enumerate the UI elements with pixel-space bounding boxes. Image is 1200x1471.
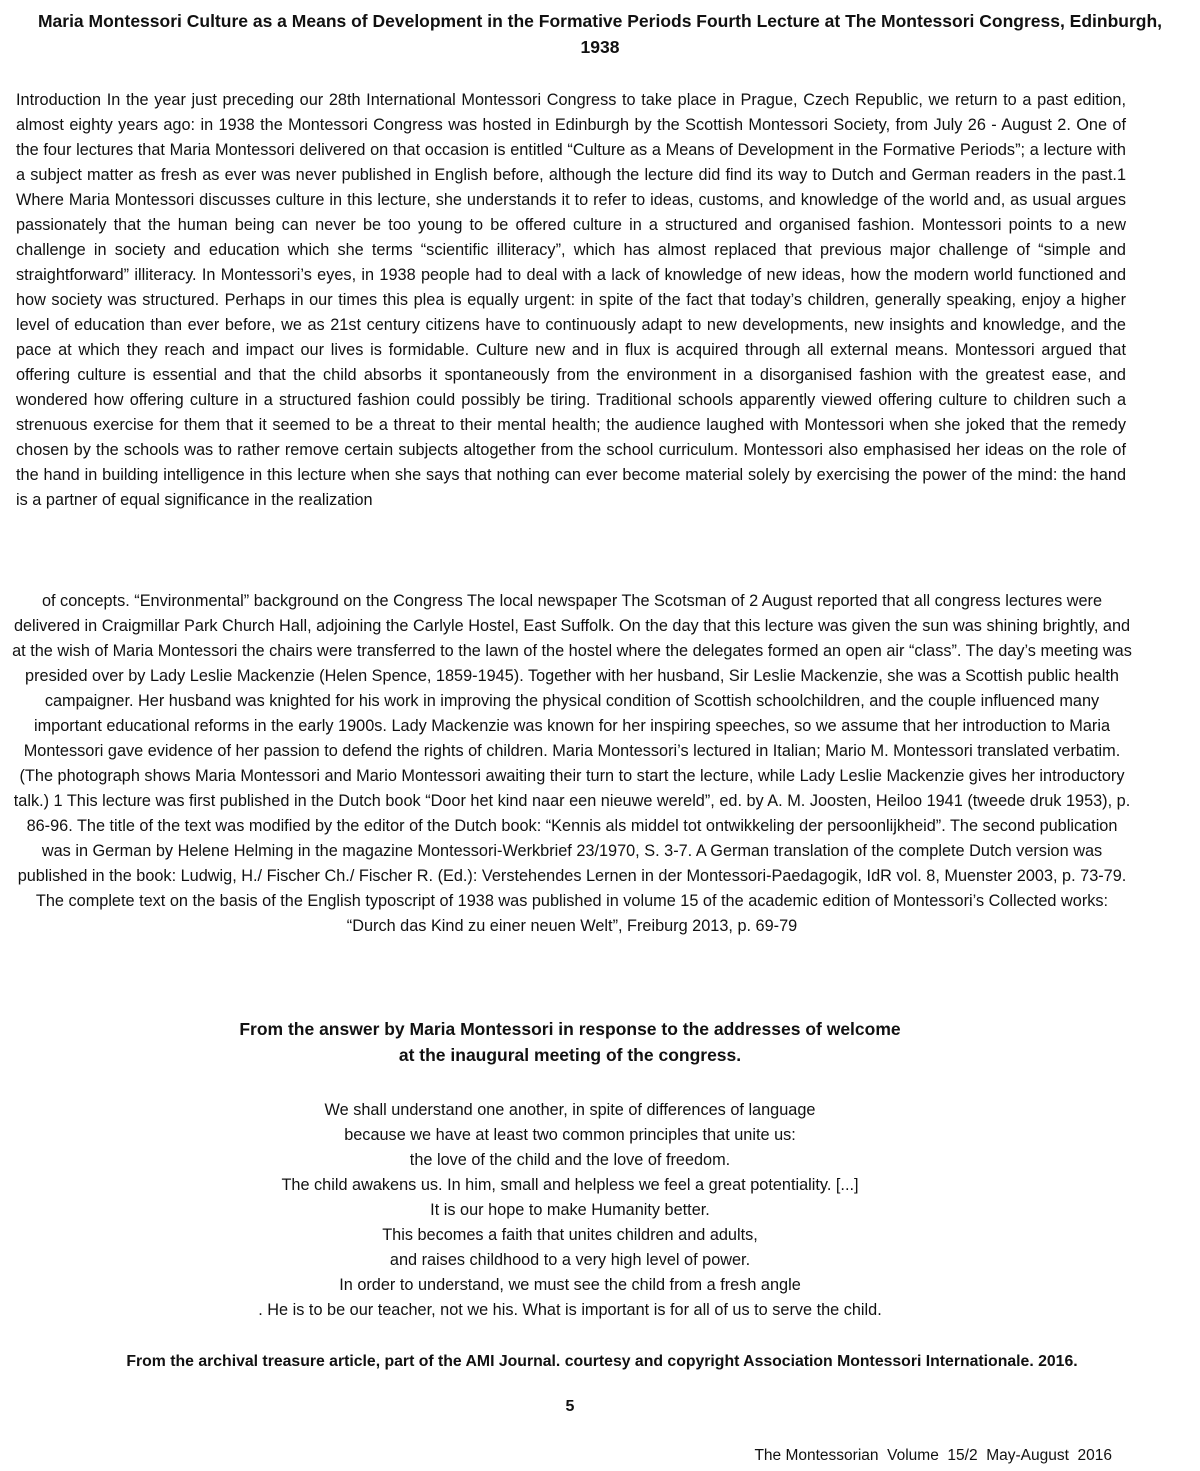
answer-heading-line-1: From the answer by Maria Montessori in response to the addresses of welcome (239, 1019, 901, 1039)
quote-line: It is our hope to make Humanity better. (430, 1201, 710, 1219)
copyright-credit: From the archival treasure article, part of the AMI Journal. courtesy and copyright Association Montessori Internationale. 2016. (126, 1353, 1078, 1370)
quote-line: the love of the child and the love of freedom. (409, 1151, 731, 1169)
quote-line: In order to understand, we must see the child from a fresh angle (339, 1276, 801, 1294)
introduction-paragraph: Introduction In the year just preceding our 28th International Montessori Congress to take place in Prague, Czech Republic, we return to a past edition, almost eighty years ago: in 1938 the Montessori Congress was hosted in Edinburgh by the Scottish Montessori Society, from July 26 - August 2. One of the four lectures that Maria Montessori delivered on that occasion is entitled “Culture as a Means of Development in the Formative Periods”; a lecture with a subject matter as fresh as ever was never published in English before, although the lecture did find its way to Dutch and German readers in the past.1 Where Maria Montessori discusses culture in this lecture, she understands it to refer to ideas, customs, and knowledge of the world and, as usual argues passionately that the human being can never be too young to be offered culture in a structured and organised fashion. Montessori points to a new challenge in society and education which she terms “scientific illiteracy”, which has almost replaced that previous major challenge of “simple and straightforward” illiteracy. In Montessori’s eyes, in 1938 people had to deal with a lack of knowledge of new ideas, how the modern world functioned and how society was structured. Perhaps in our times this plea is equally urgent: in spite of the fact that today’s children, generally speaking, enjoy a higher level of education than ever before, we as 21st century citizens have to continuously adapt to new developments, new insights and knowledge, and the pace at which they reach and impact our lives is formidable. Culture new and in flux is acquired through all external means. Montessori argued that offering culture is essential and that the child absorbs it spontaneously from the environment in a disorganised fashion with the greatest ease, and wondered how offering culture in a structured fashion could possibly be tiring. Traditional schools apparently viewed offering culture to children such a strenuous exercise for them that it seemed to be a threat to their mental health; the audience laughed with Montessori when she joked that the remedy chosen by the schools was to rather remove certain subjects altogether from the school curriculum. Montessori also emphasised her ideas on the role of the hand in building intelligence in this lecture when she says that nothing can ever become material solely by exercising the power of the mind: the hand is a partner of equal significance in the realization (16, 91, 1126, 509)
quote-line: . He is to be our teacher, not we his. What is important is for all of us to serve the child. (258, 1301, 882, 1319)
journal-footer: The Montessorian Volume 15/2 May-August 2016 (754, 1447, 1112, 1464)
background-paragraph: of concepts. “Environmental” background on the Congress The local newspaper The Scotsman of 2 August reported that all congress lectures were delivered in Craigmillar Park Church Hall, adjoining the Carlyle Hostel, East Suffolk. On the day that this lecture was given the sun was shining brightly, and at the wish of Maria Montessori the chairs were transferred to the lawn of the hostel where the delegates formed an open air “class”. The day’s meeting was presided over by Lady Leslie Mackenzie (Helen Spence, 1859-1945). Together with her husband, Sir Leslie Mackenzie, she was a Scottish public health campaigner. Her husband was knighted for his work in improving the physical condition of Scottish schoolchildren, and the couple influenced many important educational reforms in the early 1900s. Lady Mackenzie was known for her inspiring speeches, so we assume that her introduction to Maria Montessori gave evidence of her passion to defend the rights of children. Maria Montessori’s lectured in Italian; Mario M. Montessori translated verbatim. (The photograph shows Maria Montessori and Mario Montessori awaiting their turn to start the lecture, while Lady Leslie Mackenzie gives her introductory talk.) 1 This lecture was first published in the Dutch book “Door het kind naar een nieuwe wereld”, ed. by A. M. Joosten, Heiloo 1941 (tweede druk 1953), p. 86-96. The title of the text was modified by the editor of the Dutch book: “Kennis als middel tot ontwikkeling der persoonlijkheid”. The second publication was in German by Helene Helming in the magazine Montessori-Werkbrief 23/1970, S. 3-7. A German translation of the complete Dutch version was published in the book: Ludwig, H./ Fischer Ch./ Fischer R. (Ed.): Verstehendes Lernen in der Montessori-Paedagogik, IdR vol. 8, Muenster 2003, p. 73-79. The complete text on the basis of the English typoscript of 1938 was published in volume 15 of the academic edition of Montessori’s Collected works: “Durch das Kind zu einer neuen Welt”, Freiburg 2013, p. 69-79 (12, 592, 1132, 935)
quote-line: This becomes a faith that unites children and adults, (382, 1226, 758, 1244)
quote-line: because we have at least two common principles that unite us: (344, 1126, 796, 1144)
page-number: 5 (565, 1398, 575, 1415)
quote-block (60, 1098, 1080, 1323)
answer-heading (60, 1016, 1080, 1068)
quote-line: The child awakens us. In him, small and helpless we feel a great potentiality. [...] (281, 1176, 859, 1194)
quote-line: and raises childhood to a very high level of power. (389, 1251, 751, 1269)
quote-line: We shall understand one another, in spite of differences of language (324, 1101, 816, 1119)
article-title: Maria Montessori Culture as a Means of Development in the Formative Periods Fourth Lecture at The Montessori Congress, Edinburgh, 1938 (37, 11, 1163, 57)
answer-heading-line-2: at the inaugural meeting of the congress. (398, 1045, 742, 1065)
